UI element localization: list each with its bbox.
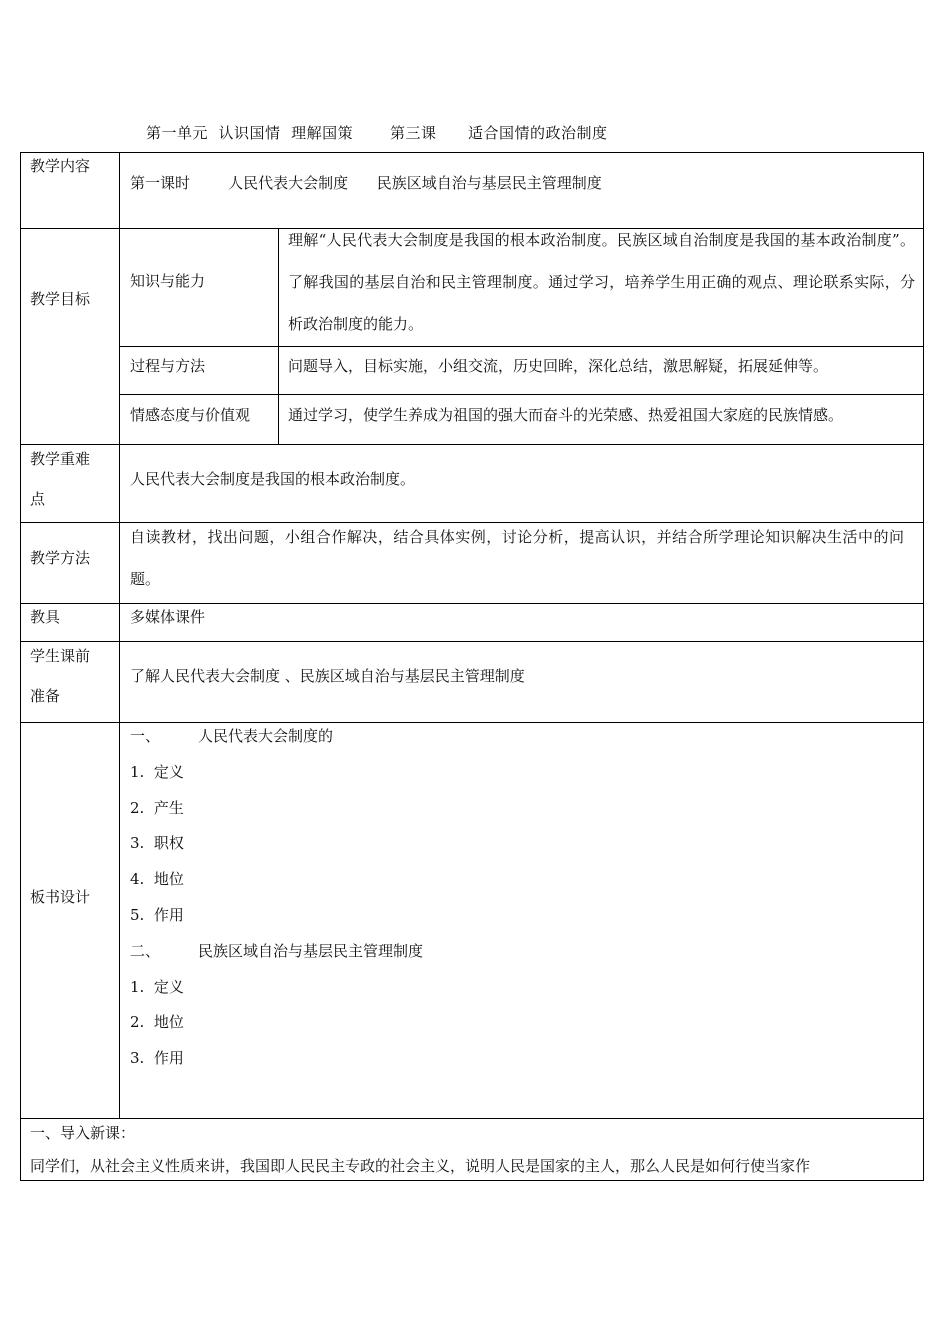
prep-value: 了解人民代表大会制度 、民族区域自治与基层民主管理制度 [130, 667, 525, 685]
tools-label: 教具 [30, 608, 61, 626]
content-label: 教学内容 [30, 157, 91, 175]
board-section1-number: 一、 [130, 727, 161, 745]
goal-text-process: 问题导入，目标实施，小组交流，历史回眸，深化总结，激思解疑，拓展延伸等。 [288, 357, 829, 375]
board-section2-item: 3. 作用 [130, 1049, 184, 1067]
goal-text-attitude: 通过学习，使学生养成为祖国的强大而奋斗的光荣感、热爱祖国大家庭的民族情感。 [288, 406, 844, 424]
key-points-label-line2: 点 [30, 490, 46, 508]
goals-label: 教学目标 [30, 290, 91, 308]
goal-label-attitude: 情感态度与价值观 [130, 406, 251, 424]
board-section1-item: 5. 作用 [130, 906, 184, 924]
board-section2-number: 二、 [130, 942, 161, 960]
method-value: 自读教材，找出问题，小组合作解决，结合具体实例，讨论分析，提高认识，并结合所学理论知识解决生活中的问题。 [130, 528, 904, 588]
prep-label-line2: 准备 [30, 687, 61, 705]
content-value: 第一课时 人民代表大会制度 民族区域自治与基层民主管理制度 [130, 174, 602, 192]
document-title: 第一单元 认识国情 理解国策 第三课 适合国情的政治制度 [146, 124, 608, 142]
goal-label-process: 过程与方法 [130, 357, 206, 375]
board-section2-item: 1. 定义 [130, 978, 184, 996]
board-section2-item: 2. 地位 [130, 1013, 184, 1031]
intro-heading: 一、导入新课： [30, 1124, 136, 1142]
key-points-value: 人民代表大会制度是我国的根本政治制度。 [130, 470, 416, 488]
board-section1-item: 4. 地位 [130, 870, 184, 888]
goal-text-knowledge: 理解“人民代表大会制度是我国的根本政治制度。民族区域自治制度是我国的基本政治制度”。 了解我国的基层自治和民主管理制度。通过学习，培养学生用正确的观点、理论联系实际，分析政治制度的能力。 [288, 231, 915, 333]
board-label: 板书设计 [30, 888, 91, 906]
prep-label-line1: 学生课前 [30, 647, 91, 665]
tools-value: 多媒体课件 [130, 608, 206, 626]
key-points-label-line1: 教学重难 [30, 450, 91, 468]
board-section1-item: 1. 定义 [130, 763, 184, 781]
goal-label-knowledge: 知识与能力 [130, 272, 206, 290]
intro-text: 同学们，从社会主义性质来讲，我国即人民民主专政的社会主义，说明人民是国家的主人，那么人民是如何行使当家作 [30, 1157, 811, 1175]
method-label: 教学方法 [30, 549, 91, 567]
board-section1-item: 2. 产生 [130, 799, 184, 817]
board-section2-title: 民族区域自治与基层民主管理制度 [198, 942, 424, 960]
board-section1-title: 人民代表大会制度的 [198, 727, 334, 745]
board-section1-item: 3. 职权 [130, 834, 184, 852]
